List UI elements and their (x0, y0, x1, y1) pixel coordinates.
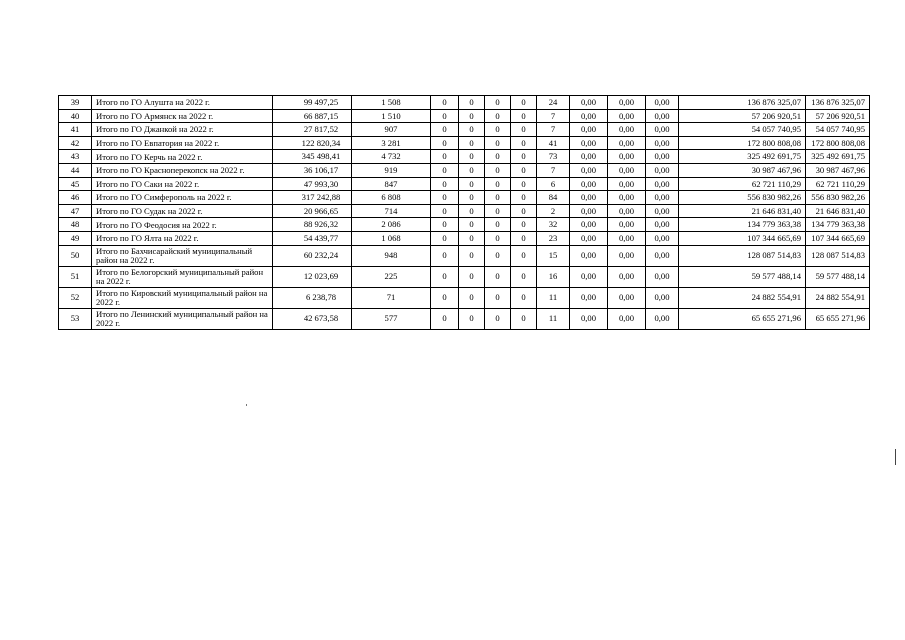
row-name-cell: Итого по ГО Керчь на 2022 г. (92, 150, 273, 164)
sum-cell: 325 492 691,75 (679, 150, 806, 164)
row-name-cell: Итого по ГО Джанкой на 2022 г. (92, 123, 273, 137)
value-cell: 0 (485, 308, 511, 329)
value-cell: 0 (485, 218, 511, 232)
row-number-cell: 46 (59, 191, 92, 205)
value-cell: 0,00 (646, 204, 679, 218)
value-cell: 0,00 (570, 287, 608, 308)
value-cell: 0 (485, 136, 511, 150)
area-cell: 60 232,24 (273, 245, 352, 266)
count-cell: 71 (352, 287, 431, 308)
table-row (59, 218, 870, 232)
total-cell: 136 876 325,07 (806, 96, 870, 110)
total-cell: 128 087 514,83 (806, 245, 870, 266)
row-number-cell: 41 (59, 123, 92, 137)
value-cell: 0 (459, 231, 485, 245)
value-cell: 0 (511, 308, 537, 329)
value-cell: 0,00 (646, 177, 679, 191)
value-cell: 0 (431, 109, 459, 123)
value-cell: 0,00 (570, 218, 608, 232)
value-cell: 0,00 (570, 150, 608, 164)
value-cell: 32 (537, 218, 570, 232)
total-cell: 24 882 554,91 (806, 287, 870, 308)
row-name-cell: Итого по ГО Симферополь на 2022 г. (92, 191, 273, 205)
count-cell: 907 (352, 123, 431, 137)
table-row (59, 136, 870, 150)
total-cell: 556 830 982,26 (806, 191, 870, 205)
row-number-cell: 39 (59, 96, 92, 110)
count-cell: 919 (352, 163, 431, 177)
row-number-cell: 52 (59, 287, 92, 308)
value-cell: 0 (459, 245, 485, 266)
value-cell: 0,00 (608, 123, 646, 137)
total-cell: 30 987 467,96 (806, 163, 870, 177)
row-name-cell: Итого по Бахчисарайский муниципальный район на 2022 г. (92, 245, 273, 266)
count-cell: 948 (352, 245, 431, 266)
table-body (59, 96, 870, 330)
value-cell: 0 (459, 177, 485, 191)
value-cell: 0 (431, 96, 459, 110)
total-cell: 107 344 665,69 (806, 231, 870, 245)
value-cell: 0 (511, 150, 537, 164)
value-cell: 0,00 (608, 287, 646, 308)
value-cell: 0 (485, 204, 511, 218)
value-cell: 0 (511, 218, 537, 232)
value-cell: 0,00 (570, 231, 608, 245)
value-cell: 11 (537, 287, 570, 308)
sum-cell: 57 206 920,51 (679, 109, 806, 123)
value-cell: 0 (485, 177, 511, 191)
table-row (59, 150, 870, 164)
value-cell: 0 (511, 123, 537, 137)
row-number-cell: 49 (59, 231, 92, 245)
value-cell: 0 (511, 136, 537, 150)
value-cell: 0,00 (570, 136, 608, 150)
sum-cell: 59 577 488,14 (679, 266, 806, 287)
value-cell: 0,00 (608, 109, 646, 123)
value-cell: 0 (511, 245, 537, 266)
table-row (59, 266, 870, 287)
row-name-cell: Итого по ГО Армянск на 2022 г. (92, 109, 273, 123)
value-cell: 0 (511, 96, 537, 110)
value-cell: 0 (511, 191, 537, 205)
total-cell: 62 721 110,29 (806, 177, 870, 191)
sum-cell: 21 646 831,40 (679, 204, 806, 218)
value-cell: 0,00 (608, 136, 646, 150)
row-number-cell: 50 (59, 245, 92, 266)
value-cell: 0 (485, 163, 511, 177)
value-cell: 0,00 (646, 191, 679, 205)
area-cell: 99 497,25 (273, 96, 352, 110)
count-cell: 225 (352, 266, 431, 287)
sum-cell: 107 344 665,69 (679, 231, 806, 245)
row-number-cell: 45 (59, 177, 92, 191)
area-cell: 47 993,30 (273, 177, 352, 191)
row-name-cell: Итого по Белогорский муниципальный район на 2022 г. (92, 266, 273, 287)
sum-cell: 62 721 110,29 (679, 177, 806, 191)
value-cell: 0,00 (646, 218, 679, 232)
value-cell: 0 (511, 204, 537, 218)
value-cell: 0,00 (570, 96, 608, 110)
count-cell: 1 068 (352, 231, 431, 245)
value-cell: 15 (537, 245, 570, 266)
value-cell: 0 (459, 218, 485, 232)
page-edge-mark (895, 449, 896, 465)
row-name-cell: Итого по ГО Евпатория на 2022 г. (92, 136, 273, 150)
value-cell: 23 (537, 231, 570, 245)
row-number-cell: 53 (59, 308, 92, 329)
count-cell: 3 281 (352, 136, 431, 150)
value-cell: 0 (431, 177, 459, 191)
total-cell: 59 577 488,14 (806, 266, 870, 287)
row-name-cell: Итого по ГО Алушта на 2022 г. (92, 96, 273, 110)
value-cell: 0 (431, 218, 459, 232)
row-name-cell: Итого по ГО Саки на 2022 г. (92, 177, 273, 191)
row-number-cell: 42 (59, 136, 92, 150)
value-cell: 7 (537, 123, 570, 137)
value-cell: 0 (459, 191, 485, 205)
value-cell: 0 (459, 150, 485, 164)
count-cell: 4 732 (352, 150, 431, 164)
area-cell: 20 966,65 (273, 204, 352, 218)
count-cell: 1 510 (352, 109, 431, 123)
table-row (59, 191, 870, 205)
value-cell: 0 (431, 136, 459, 150)
data-table (58, 95, 870, 330)
value-cell: 0,00 (646, 123, 679, 137)
value-cell: 0 (431, 231, 459, 245)
row-number-cell: 40 (59, 109, 92, 123)
value-cell: 0,00 (608, 245, 646, 266)
area-cell: 36 106,17 (273, 163, 352, 177)
value-cell: 0,00 (646, 150, 679, 164)
area-cell: 12 023,69 (273, 266, 352, 287)
value-cell: 0,00 (570, 245, 608, 266)
value-cell: 0 (485, 231, 511, 245)
table-row (59, 123, 870, 137)
value-cell: 6 (537, 177, 570, 191)
area-cell: 66 887,15 (273, 109, 352, 123)
sum-cell: 556 830 982,26 (679, 191, 806, 205)
row-number-cell: 51 (59, 266, 92, 287)
value-cell: 0 (485, 150, 511, 164)
total-cell: 21 646 831,40 (806, 204, 870, 218)
row-number-cell: 43 (59, 150, 92, 164)
area-cell: 6 238,78 (273, 287, 352, 308)
row-number-cell: 47 (59, 204, 92, 218)
value-cell: 2 (537, 204, 570, 218)
value-cell: 11 (537, 308, 570, 329)
area-cell: 88 926,32 (273, 218, 352, 232)
row-name-cell: Итого по ГО Феодосия на 2022 г. (92, 218, 273, 232)
value-cell: 0 (431, 245, 459, 266)
area-cell: 54 439,77 (273, 231, 352, 245)
row-number-cell: 48 (59, 218, 92, 232)
area-cell: 42 673,58 (273, 308, 352, 329)
value-cell: 0,00 (646, 136, 679, 150)
value-cell: 0,00 (570, 123, 608, 137)
sum-cell: 128 087 514,83 (679, 245, 806, 266)
table-row (59, 163, 870, 177)
value-cell: 0,00 (570, 266, 608, 287)
value-cell: 73 (537, 150, 570, 164)
value-cell: 0 (511, 287, 537, 308)
value-cell: 84 (537, 191, 570, 205)
value-cell: 0,00 (646, 287, 679, 308)
value-cell: 0,00 (608, 218, 646, 232)
value-cell: 0,00 (608, 191, 646, 205)
sum-cell: 136 876 325,07 (679, 96, 806, 110)
value-cell: 0,00 (570, 204, 608, 218)
count-cell: 1 508 (352, 96, 431, 110)
value-cell: 0,00 (570, 308, 608, 329)
value-cell: 0,00 (646, 266, 679, 287)
value-cell: 0 (459, 163, 485, 177)
value-cell: 0,00 (608, 150, 646, 164)
value-cell: 0,00 (608, 231, 646, 245)
value-cell: 0 (485, 191, 511, 205)
value-cell: 0 (511, 266, 537, 287)
value-cell: 0 (485, 123, 511, 137)
total-cell: 134 779 363,38 (806, 218, 870, 232)
count-cell: 6 808 (352, 191, 431, 205)
table-row (59, 245, 870, 266)
area-cell: 317 242,88 (273, 191, 352, 205)
row-name-cell: Итого по Кировский муниципальный район на 2022 г. (92, 287, 273, 308)
value-cell: 0 (485, 266, 511, 287)
stray-mark (246, 404, 247, 406)
row-number-cell: 44 (59, 163, 92, 177)
area-cell: 122 820,34 (273, 136, 352, 150)
count-cell: 2 086 (352, 218, 431, 232)
count-cell: 714 (352, 204, 431, 218)
value-cell: 0 (511, 109, 537, 123)
value-cell: 0 (485, 245, 511, 266)
value-cell: 0,00 (646, 245, 679, 266)
table-row (59, 287, 870, 308)
value-cell: 0 (431, 163, 459, 177)
value-cell: 0,00 (570, 163, 608, 177)
value-cell: 0,00 (570, 177, 608, 191)
value-cell: 0 (431, 150, 459, 164)
value-cell: 0,00 (646, 109, 679, 123)
area-cell: 27 817,52 (273, 123, 352, 137)
table-row (59, 177, 870, 191)
value-cell: 0 (485, 96, 511, 110)
value-cell: 0,00 (570, 109, 608, 123)
total-cell: 172 800 808,08 (806, 136, 870, 150)
table-row (59, 231, 870, 245)
table-row (59, 204, 870, 218)
value-cell: 0 (459, 266, 485, 287)
value-cell: 16 (537, 266, 570, 287)
value-cell: 0 (459, 96, 485, 110)
sum-cell: 172 800 808,08 (679, 136, 806, 150)
table-row (59, 308, 870, 329)
row-name-cell: Итого по ГО Красноперекопск на 2022 г. (92, 163, 273, 177)
value-cell: 0 (459, 109, 485, 123)
value-cell: 0,00 (646, 308, 679, 329)
total-cell: 57 206 920,51 (806, 109, 870, 123)
area-cell: 345 498,41 (273, 150, 352, 164)
value-cell: 0 (485, 287, 511, 308)
count-cell: 577 (352, 308, 431, 329)
sum-cell: 24 882 554,91 (679, 287, 806, 308)
value-cell: 0 (511, 177, 537, 191)
value-cell: 0,00 (646, 231, 679, 245)
table-row (59, 109, 870, 123)
count-cell: 847 (352, 177, 431, 191)
value-cell: 7 (537, 109, 570, 123)
sum-cell: 54 057 740,95 (679, 123, 806, 137)
value-cell: 0 (511, 163, 537, 177)
value-cell: 0,00 (608, 266, 646, 287)
table-row (59, 96, 870, 110)
sum-cell: 134 779 363,38 (679, 218, 806, 232)
value-cell: 0,00 (608, 163, 646, 177)
value-cell: 0 (459, 123, 485, 137)
value-cell: 0 (431, 191, 459, 205)
row-name-cell: Итого по ГО Судак на 2022 г. (92, 204, 273, 218)
value-cell: 0,00 (646, 96, 679, 110)
value-cell: 0,00 (646, 163, 679, 177)
value-cell: 0 (431, 123, 459, 137)
value-cell: 41 (537, 136, 570, 150)
value-cell: 0,00 (608, 308, 646, 329)
value-cell: 0,00 (608, 96, 646, 110)
row-name-cell: Итого по Ленинский муниципальный район на 2022 г. (92, 308, 273, 329)
sum-cell: 30 987 467,96 (679, 163, 806, 177)
value-cell: 0 (459, 136, 485, 150)
value-cell: 0 (459, 308, 485, 329)
value-cell: 0 (431, 287, 459, 308)
value-cell: 0,00 (608, 177, 646, 191)
value-cell: 0,00 (608, 204, 646, 218)
value-cell: 0,00 (570, 191, 608, 205)
sum-cell: 65 655 271,96 (679, 308, 806, 329)
value-cell: 7 (537, 163, 570, 177)
value-cell: 0 (459, 204, 485, 218)
total-cell: 54 057 740,95 (806, 123, 870, 137)
value-cell: 0 (511, 231, 537, 245)
total-cell: 325 492 691,75 (806, 150, 870, 164)
value-cell: 0 (485, 109, 511, 123)
total-cell: 65 655 271,96 (806, 308, 870, 329)
value-cell: 0 (431, 204, 459, 218)
value-cell: 0 (431, 266, 459, 287)
row-name-cell: Итого по ГО Ялта на 2022 г. (92, 231, 273, 245)
value-cell: 0 (459, 287, 485, 308)
value-cell: 24 (537, 96, 570, 110)
value-cell: 0 (431, 308, 459, 329)
